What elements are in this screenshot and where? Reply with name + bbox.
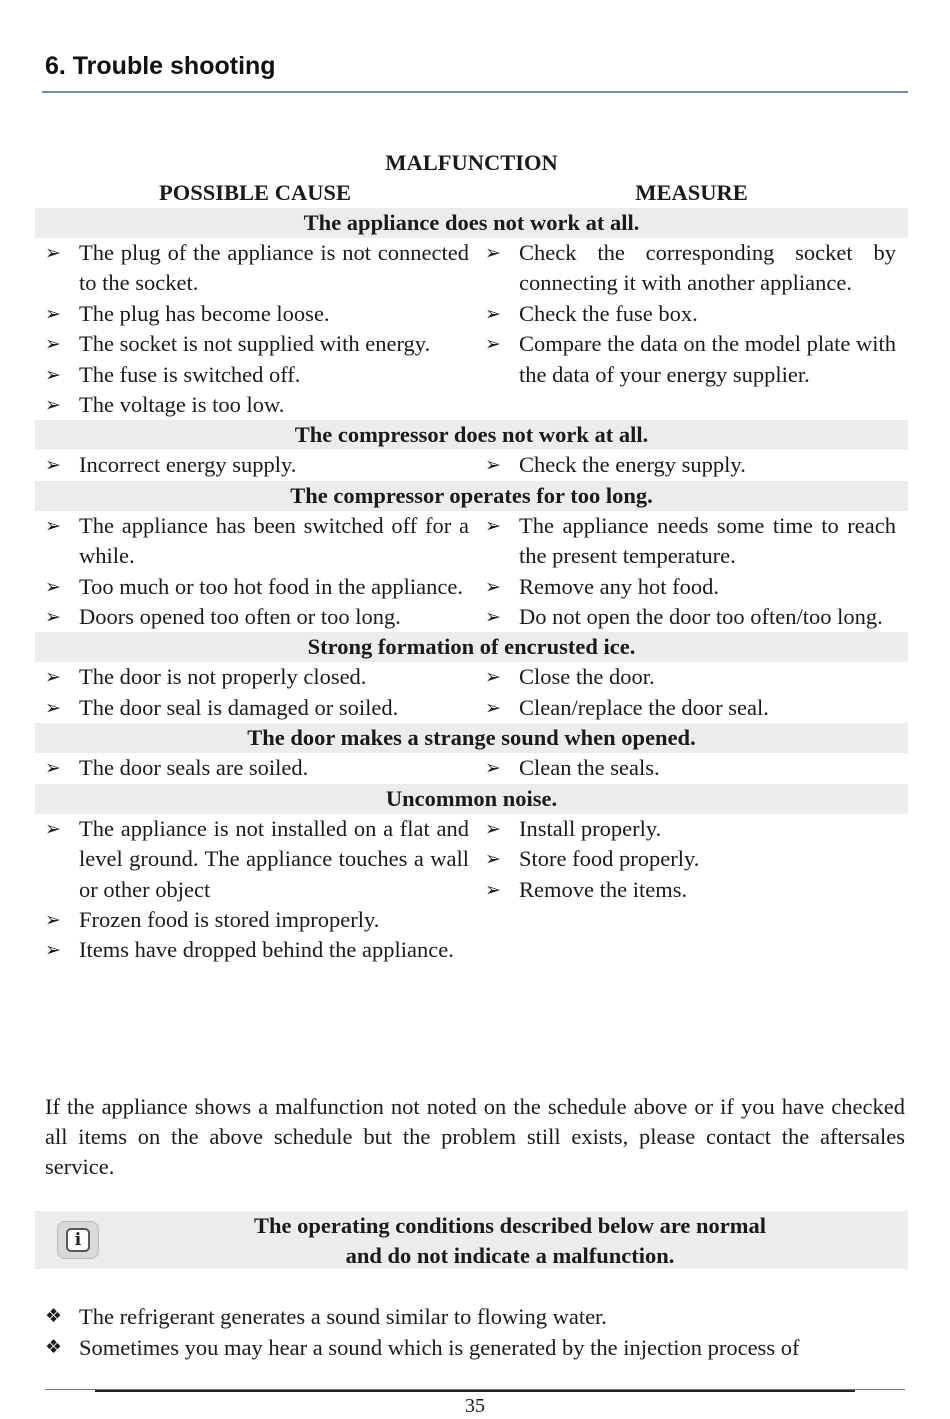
measure-item (485, 844, 896, 874)
measure-item (485, 329, 896, 390)
normal-condition-item (45, 1301, 905, 1332)
arrow-bullet-icon: ➢ (485, 666, 501, 689)
cause-text: The door seal is damaged or soiled. (79, 694, 399, 720)
arrow-bullet-icon: ➢ (45, 575, 61, 598)
section-title: The compressor does not work at all. (35, 420, 908, 450)
measure-text: Close the door. (519, 664, 655, 690)
page-number: 35 (465, 1395, 485, 1417)
cause-item (45, 450, 469, 480)
measure-text: Check the fuse box. (519, 300, 698, 326)
section-title: The appliance does not work at all. (35, 208, 908, 238)
cause-item (45, 238, 469, 299)
cause-item (45, 360, 469, 390)
info-icon: i (57, 1221, 99, 1259)
measure-item (485, 299, 896, 329)
cause-item (45, 390, 469, 420)
section-body (35, 238, 908, 420)
cause-item (45, 935, 469, 965)
measure-text: Remove any hot food. (519, 573, 719, 599)
section-body (35, 662, 908, 723)
measure-item (485, 572, 896, 602)
troubleshooting-table (35, 148, 908, 966)
arrow-bullet-icon: ➢ (485, 696, 501, 719)
cause-text: The plug of the appliance is not connected to the socket. (79, 240, 469, 296)
heading-divider (42, 91, 908, 93)
arrow-bullet-icon: ➢ (485, 606, 501, 629)
arrow-bullet-icon: ➢ (45, 363, 61, 386)
arrow-bullet-icon: ➢ (45, 242, 61, 264)
diamond-bullet-icon: ❖ (45, 1336, 63, 1358)
measure-column (475, 814, 908, 966)
measure-column (475, 511, 908, 633)
section-body (35, 511, 908, 633)
cause-item (45, 662, 469, 692)
footer-divider-bold (95, 1390, 855, 1392)
cause-item (45, 299, 469, 329)
arrow-bullet-icon: ➢ (45, 817, 61, 840)
measure-item (485, 875, 896, 905)
measure-text: Clean the seals. (519, 755, 660, 781)
cause-column (35, 662, 475, 723)
arrow-bullet-icon: ➢ (485, 575, 501, 598)
info-text (115, 1211, 905, 1271)
section-title: The door makes a strange sound when opened. (35, 723, 908, 753)
cause-text: Incorrect energy supply. (79, 452, 297, 478)
section-title: Strong formation of encrusted ice. (35, 632, 908, 662)
section-title: Uncommon noise. (35, 784, 908, 814)
cause-item (45, 329, 469, 359)
cause-text: The appliance is not installed on a flat and level ground. The appliance touches a wall or other object (79, 815, 469, 902)
cause-column (35, 753, 475, 783)
cause-item (45, 511, 469, 572)
section-title: The compressor operates for too long. (35, 481, 908, 511)
arrow-bullet-icon: ➢ (485, 757, 501, 780)
normal-condition-text: Sometimes you may hear a sound which is generated by the injection process of (79, 1335, 800, 1360)
arrow-bullet-icon: ➢ (485, 333, 501, 356)
arrow-bullet-icon: ➢ (45, 454, 61, 477)
table-title: MALFUNCTION (385, 150, 558, 175)
arrow-bullet-icon: ➢ (485, 454, 501, 477)
measure-text: Do not open the door too often/too long. (519, 604, 883, 630)
cause-text: Items have dropped behind the appliance. (79, 937, 454, 963)
arrow-bullet-icon: ➢ (485, 514, 501, 537)
arrow-bullet-icon: ➢ (45, 333, 61, 356)
info-line-2: and do not indicate a malfunction. (345, 1243, 675, 1268)
measure-text: Remove the items. (519, 876, 688, 902)
measure-text: Compare the data on the model plate with the data of your energy supplier. (519, 331, 896, 387)
arrow-bullet-icon: ➢ (485, 817, 501, 840)
measure-item (485, 753, 896, 783)
measure-text: Check the energy supply. (519, 452, 746, 478)
section-body (35, 814, 908, 966)
info-box (35, 1211, 908, 1269)
measure-text: Clean/replace the door seal. (519, 694, 769, 720)
section-body (35, 450, 908, 480)
normal-conditions-list (45, 1301, 905, 1363)
cause-text: Doors opened too often or too long. (79, 604, 401, 630)
measure-item (485, 693, 896, 723)
measure-item (485, 511, 896, 572)
arrow-bullet-icon: ➢ (485, 242, 501, 264)
cause-column (35, 511, 475, 633)
cause-text: The appliance has been switched off for a while. (79, 512, 469, 569)
normal-condition-text: The refrigerant generates a sound similar to flowing water. (79, 1304, 607, 1329)
measure-column (475, 238, 908, 420)
arrow-bullet-icon: ➢ (45, 757, 61, 780)
arrow-bullet-icon: ➢ (45, 606, 61, 629)
measure-item (485, 814, 896, 844)
measure-text: Install properly. (519, 815, 662, 841)
arrow-bullet-icon: ➢ (485, 878, 501, 901)
cause-text: The door seals are soiled. (79, 755, 309, 781)
section-heading: 6. Trouble shooting (45, 52, 276, 80)
cause-item (45, 753, 469, 783)
cause-item (45, 602, 469, 632)
measure-column (475, 753, 908, 783)
measure-item (485, 450, 896, 480)
measure-column-header: MEASURE (635, 180, 748, 205)
info-line-1: The operating conditions described below are normal (253, 1213, 767, 1238)
section-body (35, 753, 908, 783)
table-sections (35, 208, 908, 966)
cause-text: Too much or too hot food in the appliance. (79, 573, 463, 599)
arrow-bullet-icon: ➢ (45, 939, 61, 962)
cause-item (45, 572, 469, 602)
measure-text: The appliance needs some time to reach the present temperature. (519, 512, 896, 569)
measure-text: Check the corresponding socket by connecting it with another appliance. (519, 240, 896, 296)
cause-item (45, 693, 469, 723)
cause-text: The door is not properly closed. (79, 664, 367, 690)
arrow-bullet-icon: ➢ (485, 848, 501, 871)
measure-item (485, 662, 896, 692)
cause-text: The plug has become loose. (79, 300, 330, 326)
arrow-bullet-icon: ➢ (45, 908, 61, 931)
cause-text: The fuse is switched off. (79, 361, 301, 387)
cause-column (35, 238, 475, 420)
measure-column (475, 450, 908, 480)
cause-text: The socket is not supplied with energy. (79, 331, 431, 357)
arrow-bullet-icon: ➢ (45, 302, 61, 325)
cause-column-header: POSSIBLE CAUSE (159, 180, 351, 205)
measure-column (475, 662, 908, 723)
arrow-bullet-icon: ➢ (45, 394, 61, 417)
table-header-row (35, 178, 908, 208)
cause-text: Frozen food is stored improperly. (79, 906, 380, 932)
cause-column (35, 450, 475, 480)
cause-item (45, 814, 469, 905)
diamond-bullet-icon: ❖ (45, 1305, 63, 1327)
measure-item (485, 238, 896, 299)
aftersales-note: If the appliance shows a malfunction not noted on the schedule above or if you have checked all items on the above schedule but the problem still exists, please contact the aftersales service. (45, 1094, 905, 1180)
arrow-bullet-icon: ➢ (45, 514, 61, 537)
cause-column (35, 814, 475, 966)
arrow-bullet-icon: ➢ (45, 666, 61, 689)
measure-item (485, 602, 896, 632)
normal-condition-item (45, 1332, 905, 1363)
measure-text: Store food properly. (519, 846, 700, 872)
arrow-bullet-icon: ➢ (485, 302, 501, 325)
cause-text: The voltage is too low. (79, 392, 285, 418)
cause-item (45, 905, 469, 935)
arrow-bullet-icon: ➢ (45, 696, 61, 719)
